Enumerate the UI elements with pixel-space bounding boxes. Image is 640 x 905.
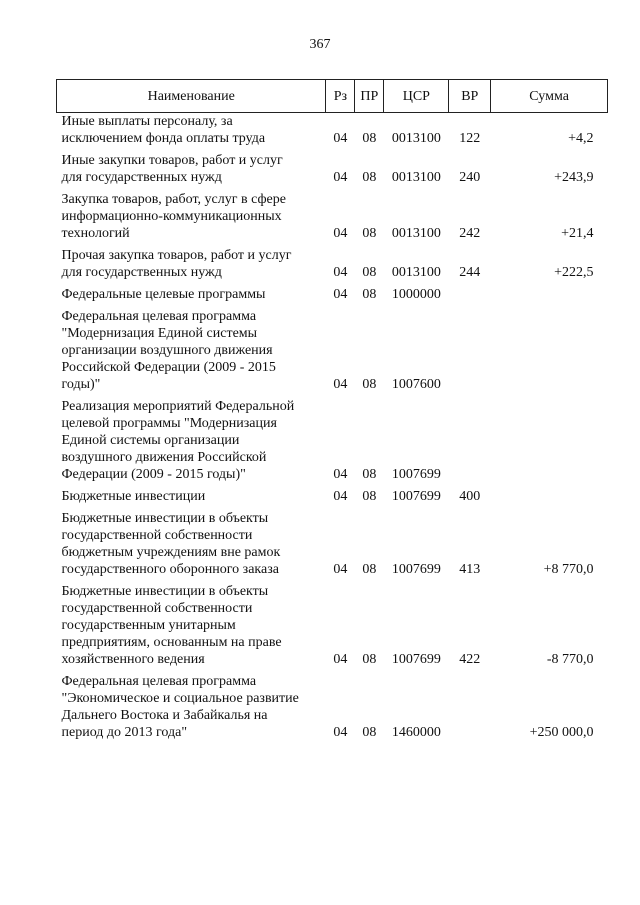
row-vr xyxy=(449,308,491,398)
page-number: 367 xyxy=(309,37,331,52)
table-row xyxy=(57,152,608,191)
table-row xyxy=(57,113,608,153)
header-rz: Рз xyxy=(326,80,355,113)
table-row xyxy=(57,308,608,398)
table-body xyxy=(57,113,608,747)
table-row xyxy=(57,510,608,583)
row-sum xyxy=(491,308,608,398)
row-vr xyxy=(449,673,491,746)
row-name: Реализация мероприятий Федеральной целевой программы "Модернизация Единой системы организации воздушного движения Российской Федерации (2009 - 2015 годы)" xyxy=(61,399,295,482)
row-csr: 1007699 xyxy=(391,652,441,667)
row-sum: +250 000,0 xyxy=(529,725,594,740)
header-name: Наименование xyxy=(57,80,326,113)
row-pr: 08 xyxy=(362,652,377,667)
row-csr: 0013100 xyxy=(391,265,441,280)
table-row xyxy=(57,583,608,673)
row-vr: 400 xyxy=(459,489,481,504)
row-sum: -8 770,0 xyxy=(546,652,594,667)
table-row xyxy=(57,673,608,746)
row-rz: 04 xyxy=(333,170,348,185)
row-pr: 08 xyxy=(362,562,377,577)
row-name: Прочая закупка товаров, работ и услуг для государственных нужд xyxy=(61,248,292,280)
row-rz: 04 xyxy=(333,377,348,392)
row-rz: 04 xyxy=(333,652,348,667)
header-sum: Сумма xyxy=(491,80,608,113)
row-rz: 04 xyxy=(333,226,348,241)
table-row xyxy=(57,191,608,247)
row-rz: 04 xyxy=(333,265,348,280)
row-rz: 04 xyxy=(333,489,348,504)
row-csr: 1000000 xyxy=(391,287,441,302)
row-csr: 1007699 xyxy=(391,489,441,504)
row-csr: 1460000 xyxy=(391,725,441,740)
row-csr: 1007600 xyxy=(391,377,441,392)
table-header xyxy=(57,80,608,113)
row-pr: 08 xyxy=(362,467,377,482)
row-name: Бюджетные инвестиции в объекты государственной собственности государственным унитарным предприятиям, основанным на праве хозяйственного ведения xyxy=(61,584,282,667)
row-pr: 08 xyxy=(362,170,377,185)
header-csr: ЦСР xyxy=(384,80,449,113)
row-name: Иные выплаты персоналу, за исключением фонда оплаты труда xyxy=(61,114,266,146)
row-vr: 240 xyxy=(459,170,481,185)
row-rz: 04 xyxy=(333,131,348,146)
row-sum xyxy=(491,488,608,510)
row-pr: 08 xyxy=(362,131,377,146)
table-row xyxy=(57,286,608,308)
row-vr: 244 xyxy=(459,265,481,280)
row-csr: 0013100 xyxy=(391,226,441,241)
row-sum: +4,2 xyxy=(568,131,594,146)
row-pr: 08 xyxy=(362,725,377,740)
row-name: Иные закупки товаров, работ и услуг для государственных нужд xyxy=(61,153,283,185)
row-rz: 04 xyxy=(333,562,348,577)
row-vr: 242 xyxy=(459,226,481,241)
row-rz: 04 xyxy=(333,287,348,302)
row-sum: +222,5 xyxy=(554,265,594,280)
row-csr: 1007699 xyxy=(391,562,441,577)
table-row xyxy=(57,247,608,286)
row-sum xyxy=(491,398,608,488)
row-rz: 04 xyxy=(333,467,348,482)
row-pr: 08 xyxy=(362,377,377,392)
row-name: Федеральные целевые программы xyxy=(61,287,266,302)
header-vr: ВР xyxy=(449,80,491,113)
row-vr xyxy=(449,286,491,308)
row-sum: +21,4 xyxy=(561,226,594,241)
row-vr: 122 xyxy=(459,131,481,146)
row-rz: 04 xyxy=(333,725,348,740)
row-pr: 08 xyxy=(362,489,377,504)
header-pr: ПР xyxy=(355,80,384,113)
row-pr: 08 xyxy=(362,226,377,241)
row-vr: 413 xyxy=(459,562,481,577)
row-vr: 422 xyxy=(459,652,481,667)
row-sum xyxy=(491,286,608,308)
row-csr: 0013100 xyxy=(391,131,441,146)
budget-table xyxy=(56,79,608,746)
table-row xyxy=(57,488,608,510)
row-pr: 08 xyxy=(362,287,377,302)
row-name: Федеральная целевая программа "Модернизация Единой системы организации воздушного движения Российской Федерации (2009 - 2015 годы)" xyxy=(61,309,276,392)
row-name: Закупка товаров, работ, услуг в сфере информационно-коммуникационных технологий xyxy=(61,192,286,241)
header-row xyxy=(57,80,608,113)
row-pr: 08 xyxy=(362,265,377,280)
row-sum: +8 770,0 xyxy=(543,562,594,577)
row-name: Бюджетные инвестиции xyxy=(61,489,206,504)
row-sum: +243,9 xyxy=(554,170,594,185)
row-csr: 0013100 xyxy=(391,170,441,185)
row-name: Федеральная целевая программа "Экономическое и социальное развитие Дальнего Востока и Забайкалья на период до 2013 года" xyxy=(61,674,299,740)
row-csr: 1007699 xyxy=(391,467,441,482)
row-name: Бюджетные инвестиции в объекты государственной собственности бюджетным учреждениям вне рамок государственного оборонного заказа xyxy=(61,511,281,577)
table-row xyxy=(57,398,608,488)
row-vr xyxy=(449,398,491,488)
